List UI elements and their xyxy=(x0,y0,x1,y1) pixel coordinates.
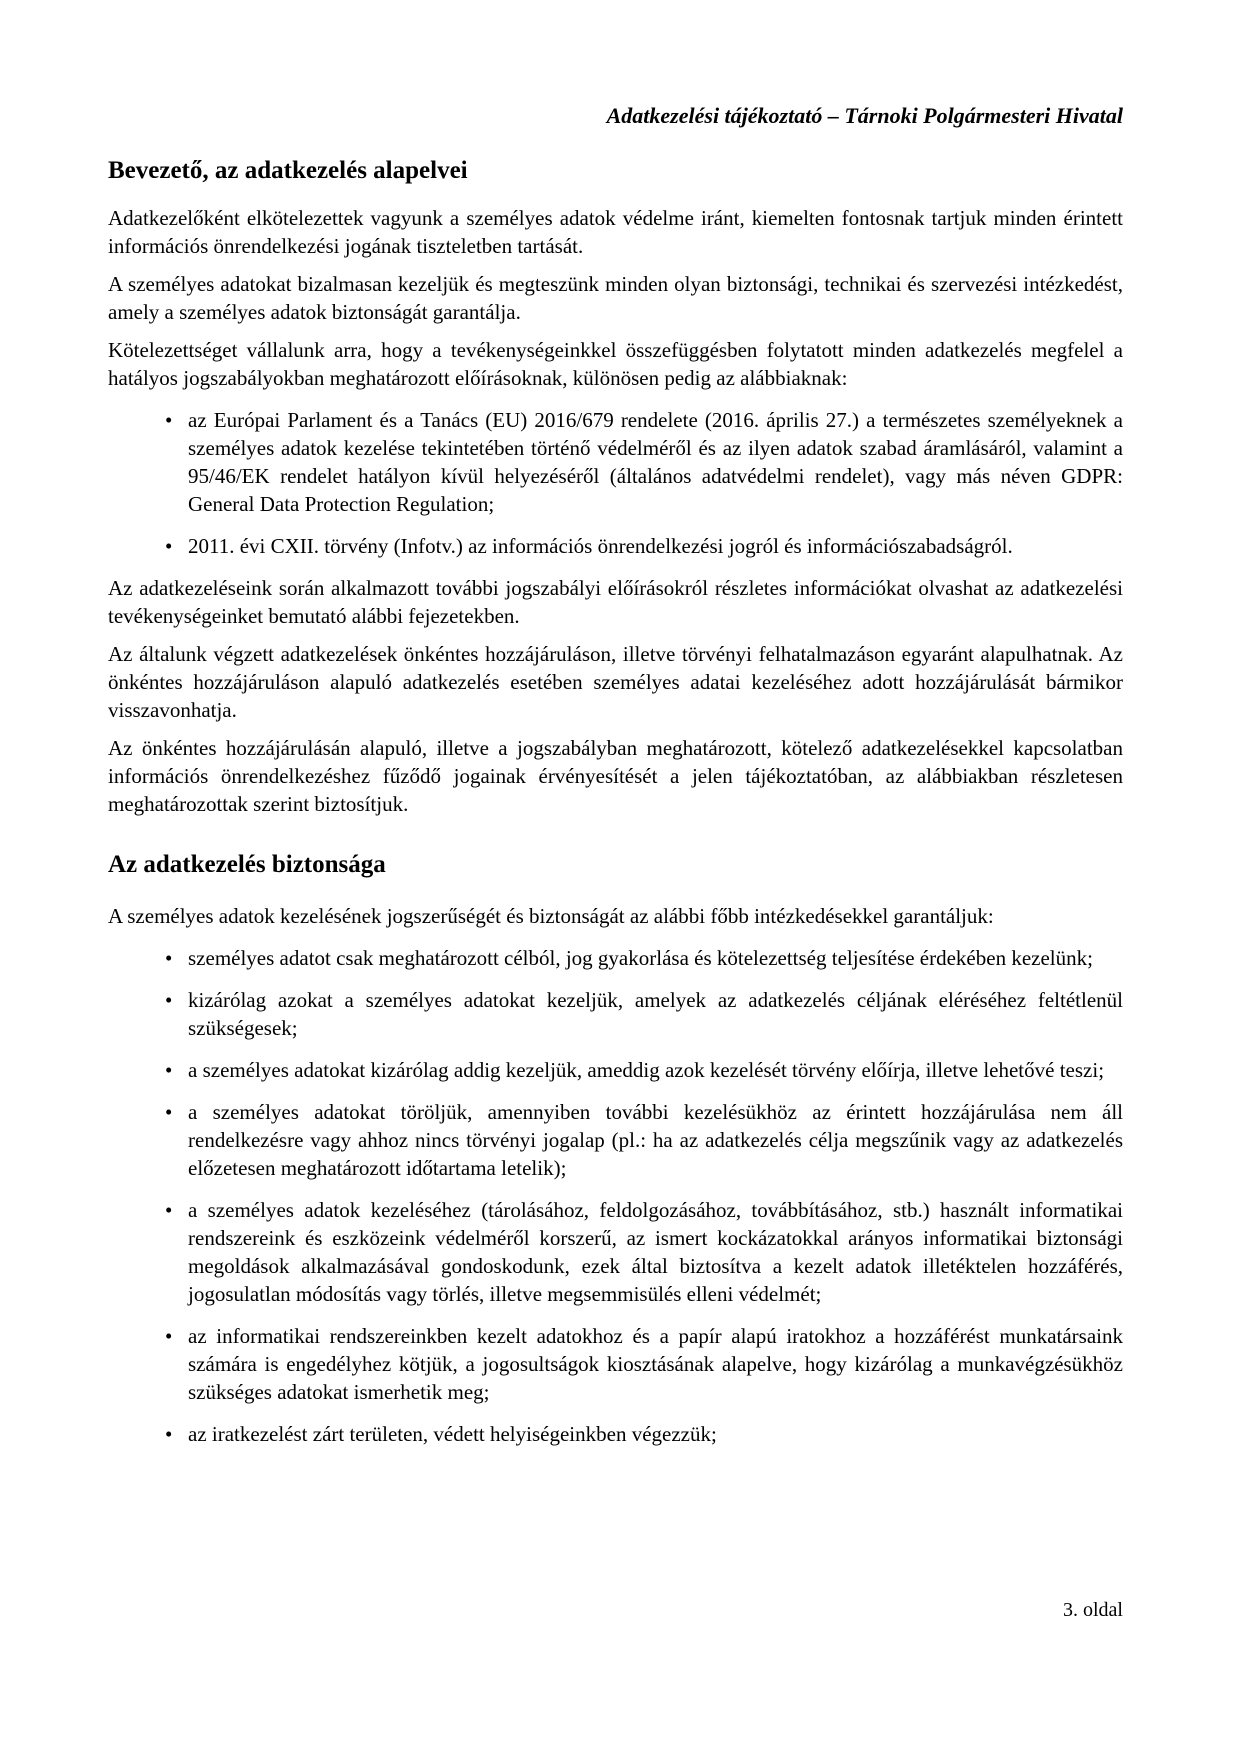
bullet-item xyxy=(108,944,1123,972)
bullet-icon: • xyxy=(165,1422,173,1446)
bullet-icon: • xyxy=(165,1324,173,1348)
bullet-icon: • xyxy=(165,1100,173,1124)
paragraph: Adatkezelőként elkötelezettek vagyunk a személyes adatok védelme iránt, kiemelten fontosnak tartjuk minden érintett információs önrendelkezési jogának tiszteletben tartását. xyxy=(108,206,1123,258)
bullet-item xyxy=(108,1420,1123,1448)
bullet-icon: • xyxy=(165,534,173,558)
bullet-item xyxy=(108,1056,1123,1084)
paragraph: A személyes adatok kezelésének jogszerűségét és biztonságát az alábbi főbb intézkedésekkel garantáljuk: xyxy=(108,904,994,928)
page-content xyxy=(108,0,1123,1462)
bullet-text: 2011. évi CXII. törvény (Infotv.) az információs önrendelkezési jogról és információszabadságról. xyxy=(188,534,1013,558)
bullet-item xyxy=(108,406,1123,518)
paragraph: A személyes adatokat bizalmasan kezeljük és megteszünk minden olyan biztonsági, technikai és szervezési intézkedést, amely a személyes adatok biztonságát garantálja. xyxy=(108,272,1123,324)
bullet-item xyxy=(108,532,1123,560)
bullet-text: a személyes adatokat töröljük, amennyiben további kezelésükhöz az érintett hozzájárulása nem áll rendelkezésre vagy ahhoz nincs törvényi jogalap (pl.: ha az adatkezelés célja megszűnik vagy az adatkezelés előzetesen meghatározott időtartama letelik); xyxy=(188,1100,1123,1180)
bullet-icon: • xyxy=(165,408,173,432)
bullet-text: a személyes adatok kezeléséhez (tárolásához, feldolgozásához, továbbításához, stb.) használt informatikai rendszereink és eszközeink védelméről korszerű, az ismert kockázatokkal arányos informatikai biztonsági megoldások alkalmazásával gondoskodunk, ezek által biztosítva a kezelt adatok illetéktelen hozzáférés, jogosulatlan módosítás vagy törlés, illetve megsemmisülés elleni védelmét; xyxy=(188,1198,1123,1306)
paragraph: Kötelezettséget vállalunk arra, hogy a tevékenységeinkkel összefüggésben folytatott minden adatkezelés megfelel a hatályos jogszabályokban meghatározott előírásoknak, különösen pedig az alábbiaknak: xyxy=(108,338,1123,390)
bullet-icon: • xyxy=(165,988,173,1012)
bullet-item xyxy=(108,1098,1123,1182)
bullet-item xyxy=(108,986,1123,1042)
bullet-item xyxy=(108,1196,1123,1308)
paragraph: Az önkéntes hozzájárulásán alapuló, illetve a jogszabályban meghatározott, kötelező adatkezelésekkel kapcsolatban információs önrendelkezéshez fűződő jogainak érvényesítését a jelen tájékoztatóban, az alábbiakban részletesen meghatározottak szerint biztosítjuk. xyxy=(108,736,1123,816)
bullet-text: az iratkezelést zárt területen, védett helyiségeinkben végezzük; xyxy=(188,1422,717,1446)
document-header xyxy=(108,102,1123,130)
security-section-heading: Az adatkezelés biztonsága xyxy=(108,851,386,878)
legal-bullet-list xyxy=(108,406,1123,560)
paragraph: Az adatkezeléseink során alkalmazott további jogszabályi előírásokról részletes információkat olvashat az adatkezelési tevékenységeinket bemutató alábbi fejezetekben. xyxy=(108,576,1123,628)
bullet-text: kizárólag azokat a személyes adatokat kezeljük, amelyek az adatkezelés céljának eléréséhez feltétlenül szükségesek; xyxy=(188,988,1123,1040)
document-header-title: Adatkezelési tájékoztató – Tárnoki Polgármesteri Hivatal xyxy=(606,103,1123,128)
bullet-icon: • xyxy=(165,1058,173,1082)
bullet-text: az Európai Parlament és a Tanács (EU) 2016/679 rendelete (2016. április 27.) a természetes személyeknek a személyes adatok kezelése tekintetében történő védelméről és az ilyen adatok szabad áramlásáról, valamint a 95/46/EK rendelet hatályon kívül helyezéséről (általános adatvédelmi rendelet), vagy más néven GDPR: General Data Protection Regulation; xyxy=(188,408,1123,516)
security-bullet-list xyxy=(108,944,1123,1448)
bullet-icon: • xyxy=(165,946,173,970)
intro-section-heading: Bevezető, az adatkezelés alapelvei xyxy=(108,157,468,184)
bullet-text: a személyes adatokat kizárólag addig kezeljük, ameddig azok kezelését törvény előírja, illetve lehetővé teszi; xyxy=(188,1058,1105,1082)
paragraph: Az általunk végzett adatkezelések önkéntes hozzájáruláson, illetve törvényi felhatalmazáson egyaránt alapulhatnak. Az önkéntes hozzájáruláson alapuló adatkezelés esetében személyes adatai kezeléséhez adott hozzájárulását bármikor visszavonhatja. xyxy=(108,642,1123,722)
bullet-icon: • xyxy=(165,1198,173,1222)
bullet-item xyxy=(108,1322,1123,1406)
page-number: 3. oldal xyxy=(1063,1599,1123,1621)
bullet-text: az informatikai rendszereinkben kezelt adatokhoz és a papír alapú iratokhoz a hozzáférést munkatársaink számára is engedélyhez kötjük, a jogosultságok kiosztásának alapelve, hogy kizárólag a munkavégzésükhöz szükséges adatokat ismerhetik meg; xyxy=(188,1324,1123,1404)
bullet-text: személyes adatot csak meghatározott célból, jog gyakorlása és kötelezettség teljesítése érdekében kezelünk; xyxy=(188,946,1093,970)
